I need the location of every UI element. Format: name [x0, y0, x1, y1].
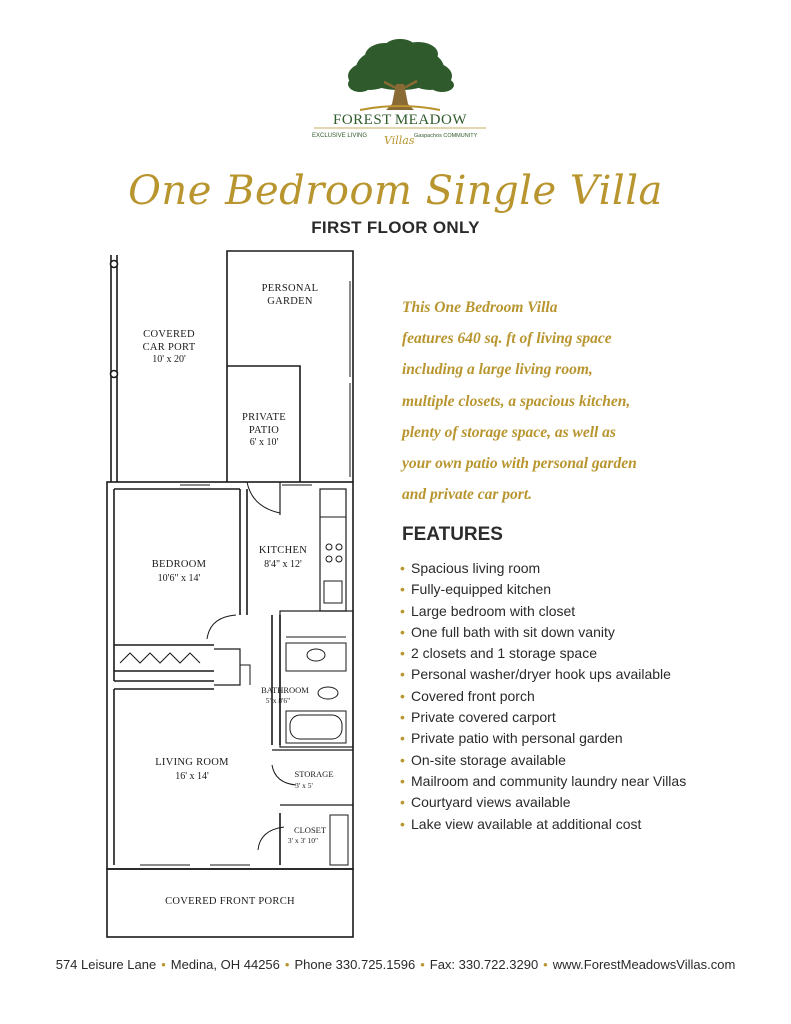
- feature-item: • One full bath with sit down vanity: [400, 622, 780, 643]
- intro-line: your own patio with personal garden: [402, 455, 637, 473]
- feature-item: • Fully-equipped kitchen: [400, 579, 780, 600]
- separator-icon: •: [161, 957, 166, 972]
- features-list: [400, 558, 780, 835]
- intro-line: and private car port.: [402, 486, 533, 504]
- feature-item: • Private covered carport: [400, 707, 780, 728]
- bullet-icon: •: [400, 560, 405, 576]
- patio-label-1: PRIVATE: [242, 412, 286, 423]
- intro-line: including a large living room,: [402, 361, 593, 379]
- kitchen-label: KITCHEN: [258, 545, 308, 556]
- bedroom-dims: 10'6" x 14': [157, 573, 201, 584]
- svg-text:FORESTMEADOW: [333, 112, 467, 128]
- bathroom-dims: 5' x 8'6": [265, 696, 291, 705]
- feature-item: • Mailroom and community laundry near Villas: [400, 771, 780, 792]
- bullet-icon: •: [400, 687, 405, 704]
- tagline-right: Gaspachos COMMUNITY: [414, 133, 478, 139]
- features-heading: FEATURES: [402, 524, 503, 545]
- separator-icon: •: [543, 957, 548, 972]
- bullet-icon: •: [400, 581, 405, 598]
- footer-website-link[interactable]: www.ForestMeadowsVillas.com: [552, 957, 736, 972]
- separator-icon: •: [420, 957, 425, 972]
- garden-label-1: PERSONAL: [261, 283, 319, 294]
- feature-item: • Large bedroom with closet: [400, 601, 780, 622]
- bullet-icon: •: [400, 602, 405, 619]
- wordmark-right: MEADOW: [394, 112, 468, 128]
- bullet-icon: •: [400, 794, 405, 811]
- wordmark-left: FOREST: [332, 112, 392, 128]
- living-room-dims: 16' x 14': [175, 771, 209, 782]
- garden-label-2: GARDEN: [267, 296, 313, 307]
- footer-fax: Fax: 330.722.3290: [429, 957, 539, 972]
- bedroom-label: BEDROOM: [151, 559, 207, 570]
- footer-address: 574 Leisure Lane: [55, 957, 157, 972]
- storage-label: STORAGE: [294, 769, 334, 779]
- intro-line: multiple closets, a spacious kitchen,: [402, 392, 631, 410]
- feature-item: • Covered front porch: [400, 686, 780, 707]
- carport-label-2: CAR PORT: [142, 342, 196, 353]
- storage-dims: 3' x 5': [295, 781, 313, 790]
- feature-item: • Spacious living room: [400, 558, 780, 579]
- bathroom-label: BATHROOM: [261, 685, 309, 695]
- bullet-icon: •: [400, 772, 405, 789]
- feature-item: • Courtyard views available: [400, 792, 780, 813]
- footer-city: Medina, OH 44256: [170, 957, 280, 972]
- footer-phone: Phone 330.725.1596: [294, 957, 416, 972]
- bullet-icon: •: [400, 815, 405, 832]
- floor-plan-drawing: [100, 245, 360, 945]
- patio-label-2: PATIO: [248, 425, 280, 436]
- carport-dims: 10' x 20': [152, 354, 186, 365]
- carport-label-1: COVERED: [143, 329, 195, 340]
- closet-dims: 3' x 3' 10": [287, 836, 319, 845]
- porch-label: COVERED FRONT PORCH: [165, 896, 295, 907]
- intro-paragraph: [402, 292, 772, 510]
- floor-plan: [100, 245, 360, 945]
- intro-line: This One Bedroom Villa: [402, 299, 558, 316]
- patio-dims: 6' x 10': [249, 437, 279, 448]
- footer-contact: [0, 957, 791, 972]
- bullet-icon: •: [400, 645, 405, 662]
- tagline-script: Villas: [384, 134, 415, 147]
- bullet-icon: •: [400, 666, 405, 683]
- page-title: One Bedroom Single Villa: [128, 168, 663, 214]
- bullet-icon: •: [400, 623, 405, 640]
- feature-item: • Private patio with personal garden: [400, 728, 780, 749]
- feature-item: • 2 closets and 1 storage space: [400, 643, 780, 664]
- intro-line: plenty of storage space, as well as: [402, 423, 616, 441]
- bullet-icon: •: [400, 709, 405, 726]
- separator-icon: •: [284, 957, 290, 972]
- page-subtitle: FIRST FLOOR ONLY: [311, 218, 480, 237]
- bullet-icon: •: [400, 730, 405, 747]
- intro-line: features 640 sq. ft of living space: [402, 330, 612, 348]
- feature-item: • On-site storage available: [400, 750, 780, 771]
- feature-item: • Personal washer/dryer hook ups available: [400, 664, 780, 685]
- tagline-left: EXCLUSIVE LIVING: [312, 133, 368, 139]
- oak-tree-icon: [300, 38, 500, 150]
- living-room-label: LIVING ROOM: [155, 757, 229, 768]
- logo: [300, 38, 500, 150]
- feature-item: • Lake view available at additional cost: [400, 814, 780, 835]
- bullet-icon: •: [400, 751, 405, 768]
- closet-label: CLOSET: [293, 825, 327, 835]
- kitchen-dims: 8'4" x 12': [264, 559, 302, 570]
